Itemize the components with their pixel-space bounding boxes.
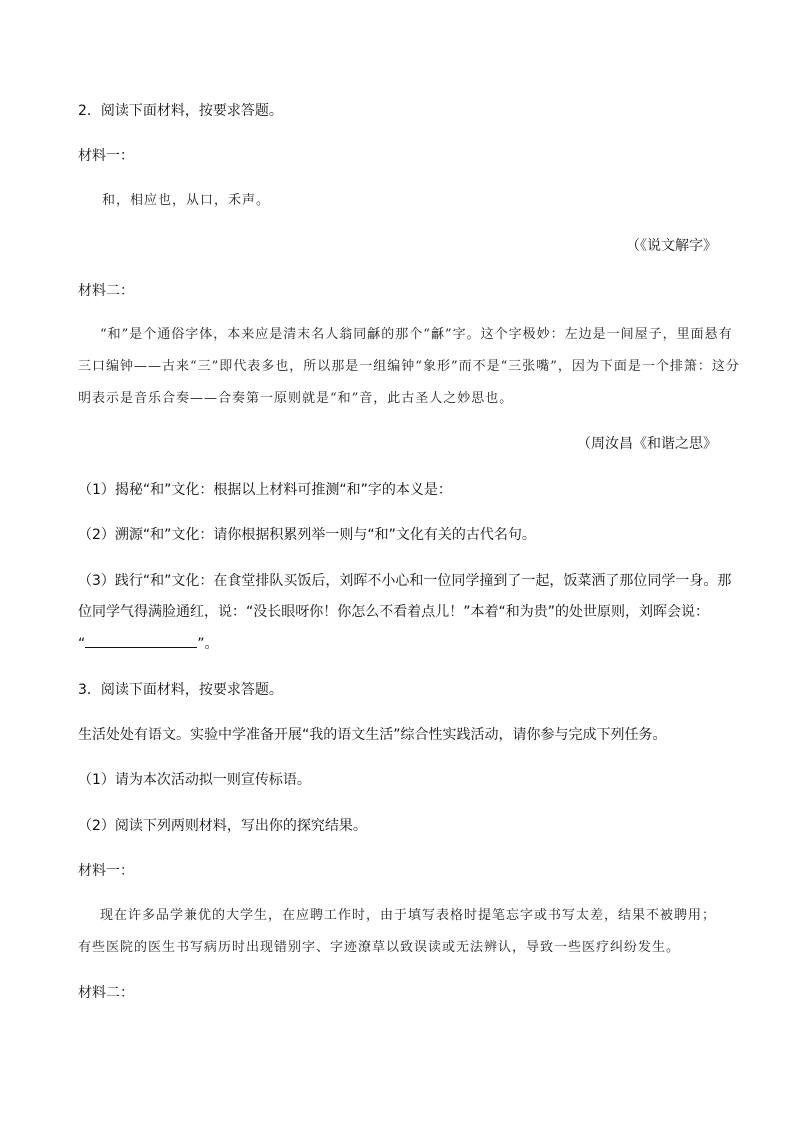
q2-material1-label: 材料一： [78, 148, 134, 164]
q3-intro: 生活处处有语文。实验中学准备开展“我的语文生活”综合性实践活动，请你参与完成下列任务。 [78, 727, 667, 743]
q2-heading: 2．阅读下面材料，按要求答题。 [78, 103, 283, 119]
q2-material2-line3: 明表示是音乐合奏——合奏第一原则就是“和”音，此古圣人之妙思也。 [78, 391, 514, 406]
q2-subquestion-2: （2）溯源“和”文化：请你根据积累列举一则与“和”文化有关的古代名句。 [78, 527, 536, 543]
q2-subquestion-1: （1）揭秘“和”文化：根据以上材料可推测“和”字的本义是： [78, 482, 452, 498]
q3-material1-line1: 现在许多品学兼优的大学生，在应聘工作时，由于填写表格时提笔忘字或书写太差，结果不被聘用； [100, 908, 717, 923]
q3-material1-line2: 有些医院的医生书写病历时出现错别字、字迹潦草以致误读或无法辨认，导致一些医疗纠纷发生。 [78, 940, 681, 955]
q2-material1-source: （《说文解字》 [626, 238, 717, 254]
q2-subquestion-3-line1: （3）践行“和”文化：在食堂排队买饭后，刘晖不小心和一位同学撞到了一起，饭菜洒了那位同学一身。那 [78, 573, 732, 589]
answer-blank[interactable] [85, 635, 197, 648]
close-quote: ”。 [197, 636, 219, 652]
q2-material1-text: 和，相应也，从口，禾声。 [102, 193, 271, 208]
q2-material2-source: （周汝昌《和谐之思》 [577, 436, 717, 452]
open-quote: “ [78, 636, 86, 652]
q3-material2-label: 材料二： [78, 985, 134, 1001]
q3-subquestion-2: （2）阅读下列两则材料，写出你的探究结果。 [78, 818, 367, 834]
q3-subquestion-1: （1）请为本次活动拟一则宣传标语。 [78, 772, 311, 788]
q2-material2-label: 材料二： [78, 283, 134, 299]
q3-material1-label: 材料一： [78, 863, 134, 879]
q2-material2-line2: 三口编钟——古来“三”即代表多也，所以那是一组编钟“象形”而不是“三张嘴”，因为下面是一个排箫：这分 [78, 359, 740, 374]
q2-answer-line [78, 634, 219, 654]
q2-subquestion-3-line2: 位同学气得满脸通红，说：“没长眼呀你！你怎么不看着点儿！”本着“和为贵”的处世原则，刘晖会说： [78, 604, 710, 620]
q2-material2-line1: “和”是个通俗字体，本来应是清末名人翁同龢的那个“龢”字。这个字极妙：左边是一间屋子，里面悬有 [100, 327, 733, 342]
q3-heading: 3．阅读下面材料，按要求答题。 [78, 682, 283, 698]
